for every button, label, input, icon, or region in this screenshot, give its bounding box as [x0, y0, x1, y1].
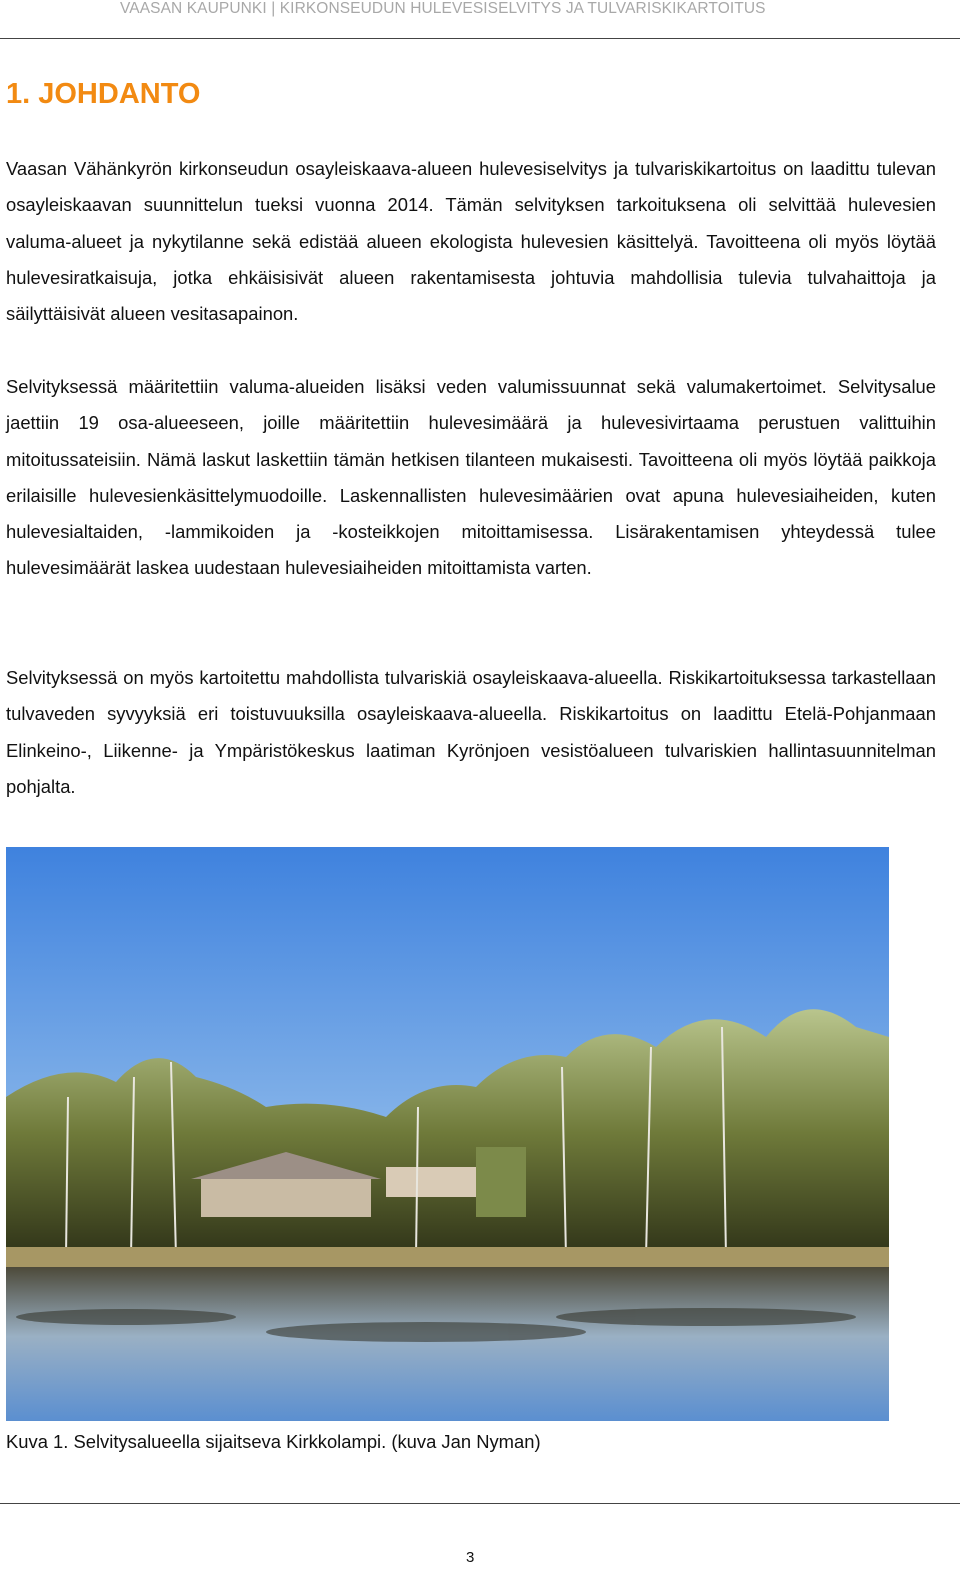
kirkkolampi-photo — [6, 847, 889, 1421]
figure-caption: Kuva 1. Selvitysalueella sijaitseva Kirkkolampi. (kuva Jan Nyman) — [6, 1431, 541, 1452]
page-header — [0, 0, 960, 39]
page-number: 3 — [466, 1549, 475, 1566]
section-heading: 1. JOHDANTO — [6, 78, 201, 110]
running-title: VAASAN KAUPUNKI | KIRKONSEUDUN HULEVESISELVITYS JA TULVARISKIKARTOITUS — [120, 0, 766, 17]
paragraph-methods: Selvityksessä määritettiin valuma-alueiden lisäksi veden valumissuunnat sekä valumakertoimet. Selvitysalue jaettiin 19 osa-alueeseen, joille määritettiin hulevesimäärä ja hulevesivirtaama perustuen valittuihin mitoitussateisiin. Nämä laskut laskettiin tämän hetkisen tilanteen mukaisesti. Tavoitteena oli myös löytää paikkoja erilaisille hulevesienkäsittelymuodoille. Laskennallisten hulevesimäärien ovat apuna hulevesiaiheiden, kuten hulevesialtaiden, -lammikoiden ja -kosteikkojen mitoittamisessa. Lisärakentamisen yhteydessä tulee hulevesimäärät laskea uudestaan hulevesiaiheiden mitoittamista varten. — [6, 376, 936, 579]
paragraph-flood-risk: Selvityksessä on myös kartoitettu mahdollista tulvariskiä osayleiskaava-alueella. Riskikartoituksessa tarkastellaan tulvaveden syvyyksiä eri toistuvuuksilla osayleiskaava-alueella. Riskikartoitus on laadittu Etelä-Pohjanmaan Elinkeino-, Liikenne- ja Ympäristökeskus laatiman Kyrönjoen vesistöalueen tulvariskien hallintasuunnitelman pohjalta. — [6, 667, 936, 797]
paragraph-introduction: Vaasan Vähänkyrön kirkonseudun osayleiskaava-alueen hulevesiselvitys ja tulvariskikartoitus on laadittu tulevan osayleiskaavan suunnittelun tueksi vuonna 2014. Tämän selvityksen tarkoituksena oli selvittää hulevesien valuma-alueet ja nykytilanne sekä edistää alueen ekologista hulevesien käsittelyä. Tavoitteena oli myös löytää hulevesiratkaisuja, jotka ehkäisisivät alueen rakentamisesta johtuvia mahdollisia tulevia tulvahaittoja ja säilyttäisivät alueen vesitasapainon. — [6, 158, 936, 325]
footer-divider — [0, 1503, 960, 1504]
